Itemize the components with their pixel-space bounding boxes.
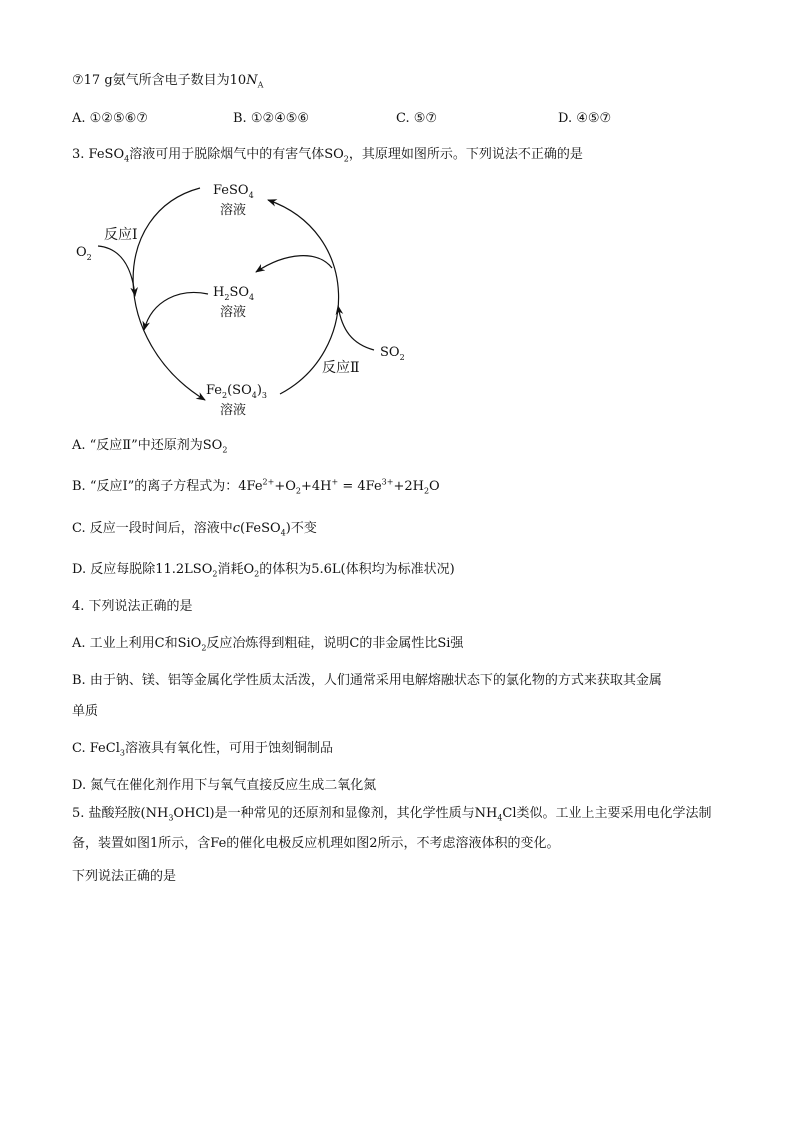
o2-arrow	[98, 246, 135, 296]
left-arc	[133, 188, 205, 400]
fe2so43-formula: $Fe_2(SO_4)_3$	[206, 383, 268, 400]
reaction-2-label: 反应Ⅱ	[322, 360, 360, 376]
h2so4-label: 溶液	[220, 305, 247, 320]
q2-option-d: D. ④⑤⑦	[558, 111, 612, 126]
q3-stem: 3. FeSO$_4$溶液可用于脱除烟气中的有害气体$SO_2$，其原理如图所示。下列说法不正确的是	[72, 147, 583, 164]
q5-stem-paragraph: 5. 盐酸羟胺$(NH_3OHCl)$是一种常见的还原剂和显像剂，其化学性质与$NH_4Cl$类似。工业上主要采用电化学法制备，装置如图1所示，含Fe的催化电极反应机理如图2所示，不考虑溶液体积的变化。	[72, 806, 712, 851]
q4-option-b-line2: 单质	[72, 704, 99, 719]
cycle-diagram	[60, 172, 440, 424]
q4-option-b-line1: B. 由于钠、镁、铝等金属化学性质太活泼，人们通常采用电解熔融状态下的氯化物的方式来获取其金属	[72, 673, 662, 688]
q3-option-d: D. 反应每脱除$11.2LSO_2$消耗$O_2$的体积为5.6L(体积均为标准状况)	[72, 562, 455, 579]
q4-option-a: A. 工业上利用C和SiO$_2$反应冶炼得到粗硅，说明C的非金属性比Si强	[72, 636, 464, 653]
q2-option-c: C. ⑤⑦	[396, 111, 438, 126]
q5-question: 下列说法正确的是	[72, 869, 177, 884]
q4-option-c: C. FeCl$_3$溶液具有氧化性，可用于蚀刻铜制品	[72, 741, 333, 758]
feso4-formula: FeSO$_4$	[213, 183, 254, 200]
q2-item-7: ⑦17 g氨气所含电子数目为$10N_A$	[72, 73, 264, 90]
q3-option-c: C. 反应一段时间后，溶液中c(FeSO$_4$)不变	[72, 521, 317, 538]
reaction-1-label: 反应Ⅰ	[104, 227, 138, 243]
q3-option-b: B. “反应Ⅰ”的离子方程式为：$4Fe^{2+}+O_2+4H^+ = 4Fe^{3+}+2H_2O$	[72, 477, 440, 496]
q2-option-a: A. ①②⑤⑥⑦	[72, 111, 148, 126]
h2so4-formula: $H_2SO_4$	[213, 285, 255, 302]
q2-option-b: B. ①②④⑤⑥	[233, 111, 310, 126]
so2-arrow	[338, 306, 374, 350]
from-h2so4-arrow	[144, 293, 208, 331]
q4-stem: 4. 下列说法正确的是	[72, 599, 193, 614]
q4-option-d: D. 氮气在催化剂作用下与氧气直接反应生成二氧化氮	[72, 778, 377, 793]
so2-label: $SO_2$	[380, 345, 405, 362]
q3-option-a: A. “反应Ⅱ”中还原剂为$SO_2$	[72, 438, 228, 455]
feso4-label: 溶液	[220, 203, 247, 218]
to-h2so4-arrow	[256, 256, 332, 272]
o2-label: $O_2$	[76, 245, 92, 262]
fe2so43-label: 溶液	[220, 403, 247, 418]
